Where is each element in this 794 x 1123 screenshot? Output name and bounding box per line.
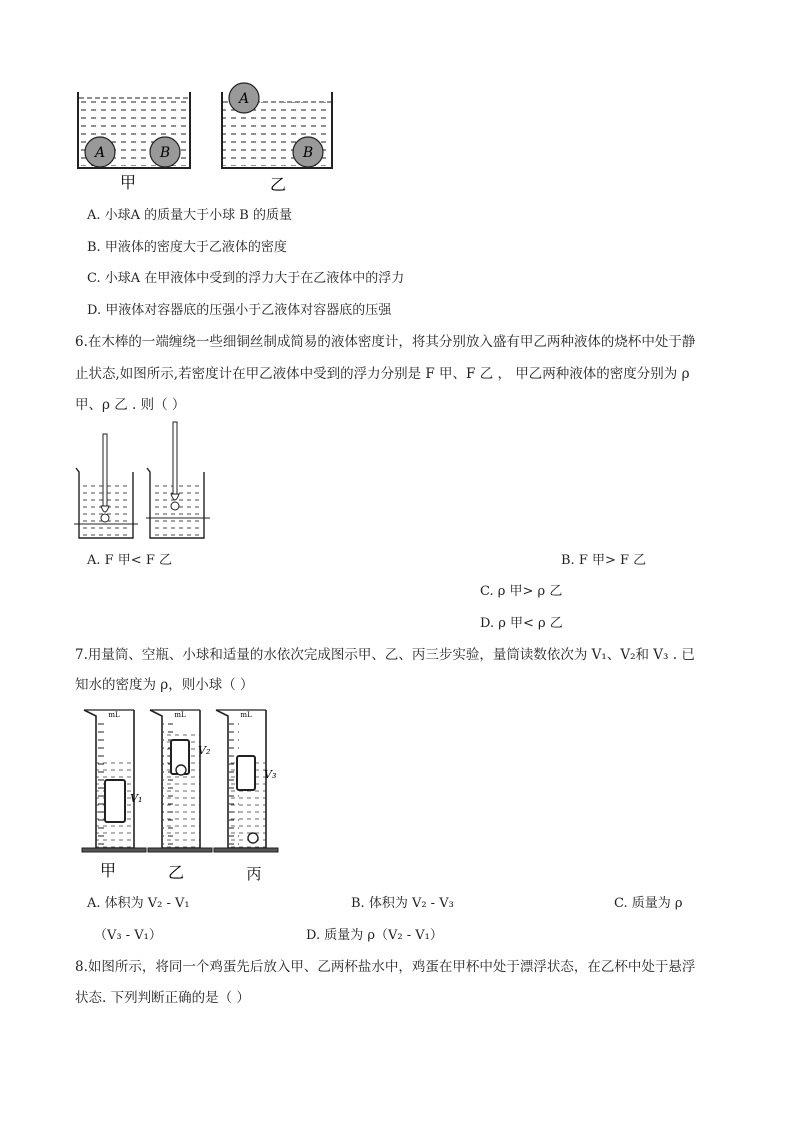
q6-option-a: A. F 甲< F 乙 [87,553,172,568]
q6-option-d: D. ρ 甲< ρ 乙 [480,616,563,631]
svg-text:V₃: V₃ [264,768,277,781]
svg-text:甲: 甲 [99,861,117,880]
cylinder-2 [148,710,212,882]
q8-text-line1: 8.如图所示，将同一个鸡蛋先后放入甲、乙两杯盐水中，鸡蛋在甲杯中处于漂浮状态，在乙杯中处于悬浮 [75,959,696,975]
beaker-right-label: 乙 [269,175,287,194]
q7-option-c: C. 质量为 ρ [614,896,683,911]
q6-text-line1: 6.在木棒的一端缠绕一些细铜丝制成简易的液体密度计，将其分别放入盛有甲乙两种液体的烧杯中处于静 [75,334,696,350]
cylinder-3 [214,710,278,883]
figure-q7-cylinders [78,704,288,886]
figure-q5-beakers [70,82,350,194]
q8-text-line2: 状态. 下列判断正确的是（ ） [75,990,250,1006]
q5-option-b: B. 甲液体的密度大于乙液体的密度 [87,240,287,255]
q7-option-b: B. 体积为 V₂ - V₃ [351,896,454,911]
svg-text:A: A [94,145,106,161]
svg-text:mL: mL [240,711,252,719]
svg-text:V₂: V₂ [198,744,211,757]
svg-text:V₁: V₁ [130,792,143,805]
q6-text-line2: 止状态,如图所示,若密度计在甲乙液体中受到的浮力分别是 F 甲、F 乙 ， 甲乙两种液体的密度分别为 ρ [75,366,690,382]
beaker-left [78,92,190,168]
beaker-left-label: 甲 [119,173,137,192]
q6-text-line3: 甲、ρ 乙 . 则（ ） [75,397,186,413]
svg-text:丙: 丙 [246,865,262,883]
svg-text:mL: mL [174,711,186,719]
q6-option-b: B. F 甲> F 乙 [561,553,647,568]
figure-q6-hydrometers [74,420,214,542]
q7-option-d: D. 质量为 ρ（V₂ - V₁） [306,928,443,943]
q5-option-c: C. 小球A 在甲液体中受到的浮力大于在乙液体中的浮力 [87,271,405,286]
svg-text:A: A [238,91,250,107]
q7-text-line2: 知水的密度为 ρ，则小球（ ） [75,677,254,693]
q5-option-a: A. 小球A 的质量大于小球 B 的质量 [87,208,292,223]
svg-text:B: B [302,145,314,161]
q7-option-c-cont: （V₃ - V₁） [94,928,162,943]
q7-option-a: A. 体积为 V₂ - V₁ [87,896,190,911]
q6-option-c: C. ρ 甲> ρ 乙 [480,584,563,599]
q5-option-d: D. 甲液体对容器底的压强小于乙液体对容器底的压强 [87,303,392,318]
svg-text:mL: mL [108,711,120,719]
beaker-right [222,83,332,168]
svg-text:B: B [159,145,171,161]
q7-text-line1: 7.用量筒、空瓶、小球和适量的水依次完成图示甲、乙、丙三步实验，量筒读数依次为 V₁、V₂和 V₃ . 已 [75,647,695,663]
svg-text:乙: 乙 [167,863,185,882]
cylinder-1 [82,710,146,880]
